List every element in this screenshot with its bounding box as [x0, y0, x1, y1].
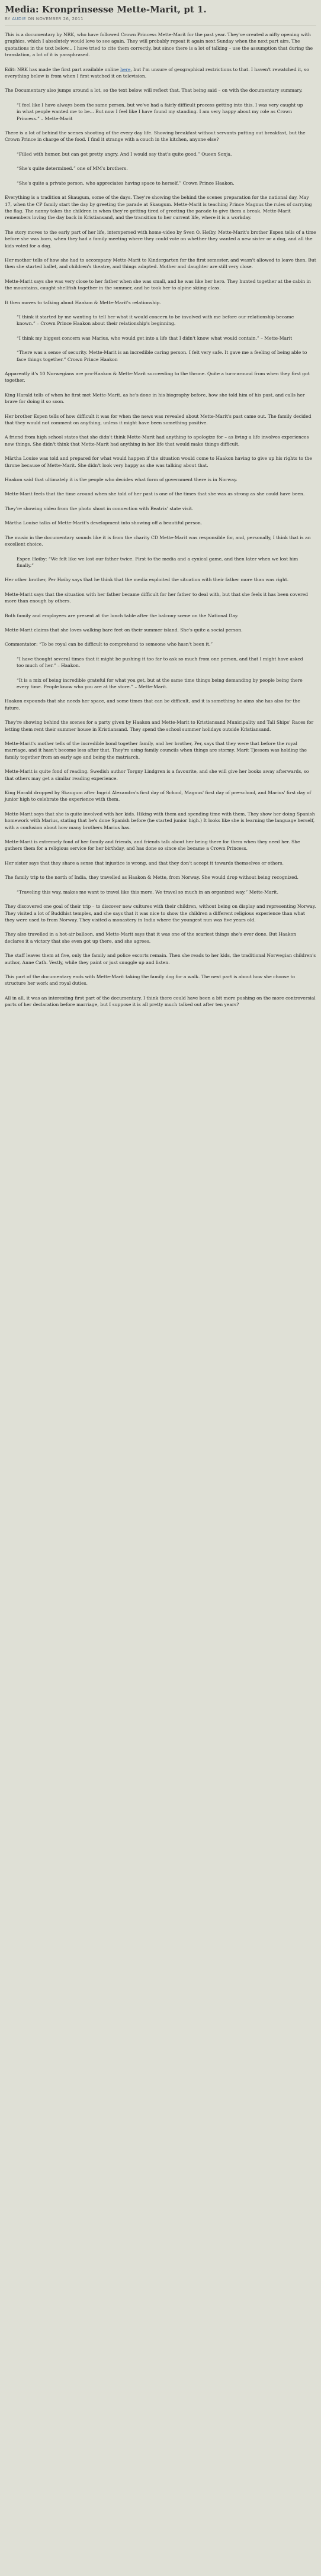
blockquote-paragraph: “I think my biggest concern was Marius, who would get into a life that I didn't know what would contain.” – Mette-Marit: [17, 335, 293, 341]
post-title: Media: Kronprinsesse Mette-Marit, pt 1.: [5, 4, 207, 15]
body-paragraph: Mette-Marit is extremely fond of her family and friends, and friends talk about her being there for them when they need her. She gathers them for a religious service for her birthday, and has done so since she became a Crown Princess.: [5, 839, 300, 852]
paragraph-text: Edit: NRK has made the first part available online: [5, 66, 120, 72]
body-paragraph: The Documentary also jumps around a lot, so the text below will reflect that. That being said – on with the documentary summary.: [5, 88, 303, 94]
body-paragraph: King Harald tells of when he first met Mette-Marit, as he's done in his biography before, how she told him of his past, and calls her brave for doing it so soon.: [5, 392, 305, 405]
body-paragraph: Mette-Marit feels that the time around when she told of her past is one of the times that she was as strong as she could have been.: [5, 491, 305, 497]
body-paragraph: Märtha Louise was told and prepared for what would happen if the situation would come to Haakon having to give up his rights to the throne because of Mette-Marit. She didn't look very happy as she was talking about that.: [5, 456, 312, 468]
body-paragraph: Her other brother, Per Høiby says that he think that the media exploited the situation with their father more than was right.: [5, 577, 289, 583]
body-paragraph: Everything is a tradition at Skaugum, some of the days. They're showing the behind the scenes preparation for the national day, May 17, when the CP family start the day by greeting the parade at Skaugum. Mette-Marit is teaching Prince Magnus the rules of carrying the flag. The nanny takes the children in when they're getting tired of greeting the parade to give them a break. Mette-Marit remembers loving the day back in Kristiansand, and the transition to her current life, where it is a workday.: [5, 195, 312, 221]
body-paragraph: Commentator: “To be royal can be difficult to comprehend to someone who hasn't been it.”: [5, 641, 213, 647]
body-paragraph: The story moves to the early part of her life, interspersed with home-video by Sven O. Høiby. Mette-Marit's brother Espen tells of a time before she was born, when they had a family meeting where they could vote on whether they wanted a new sister or a dog, and all the kids voted for a dog.: [5, 229, 316, 249]
byline-date: ON NOVEMBER 26, 2011: [27, 17, 84, 21]
body-paragraph: Mette-Marit is quite fond of reading. Swedish author Torgny Lindgren is a favourite, and she will give her books away afterwards, so that others may get a similar reading experience.: [5, 769, 309, 781]
blockquote-paragraph: “Traveling this way, makes me want to travel like this more. We travel so much in an organized way.” Mette-Marit.: [17, 889, 278, 895]
blockquote-paragraph: “Filled with humor, but can get pretty angry. And I would say that's quite good.” Queen Sonja.: [17, 151, 232, 157]
body-paragraph: This is a documentary by NRK, who have followed Crown Princess Mette-Marit for the past year. They've created a nifty opening with graphics, which I absolutely would love to see again. They will probably repeat it again next Sunday when the next part airs. The quotations in the text below... I have tried to cite them correctly, but since there is a lot of talking – use the assumption that during the translation, a lot of it is paraphrased.: [5, 32, 313, 58]
post-byline: [5, 17, 316, 21]
body-paragraph: Her mother tells of how she had to accompany Mette-Marit to Kindergarten for the first semester, and wasn't allowed to leave then. But then she started ballet, and children's theatre, and things adapted. Mother and daughter are still very close.: [5, 257, 316, 270]
body-paragraph: Her brother Espen tells of how difficult it was for when the news was revealed about Mette-Marit's past came out. The family decided that they would not comment on anything, unless it might have been something positive.: [5, 413, 312, 426]
body-paragraph: Mette-Marit says that the situation with her father became difficult for her father to deal with, but that she feels it has been covered more than enough by others.: [5, 591, 309, 604]
body-paragraph: The family trip to the north of India, they travelled as Haakon & Mette, from Norway. She would drop without being recognized.: [5, 875, 298, 881]
body-paragraph: Mette-Marit claims that she loves walking bare feet on their summer island. She's quite a social person.: [5, 627, 243, 633]
body-paragraph: Märtha Louise talks of Mette-Marit's development into showing off a beautiful person.: [5, 520, 203, 526]
body-paragraph: Both family and employees are present at the lunch table after the balcony scene on the National Day.: [5, 612, 239, 618]
body-paragraph: They're showing video from the photo shoot in connection with Beatrix' state visit.: [5, 505, 194, 511]
body-paragraph: Haakon expounds that she needs her space, and some times that can be difficult, and it is something he aims she has also for the future.: [5, 698, 300, 711]
body-paragraph: A friend from high school states that she didn't think Mette-Marit had anything to apologize for – as living a life involves experiences new things. She didn't think that Mette-Marit had anything in her life that would make things difficult.: [5, 434, 309, 447]
body-paragraph: Haakon said that ultimately it is the people who decides what form of government there is in Norway.: [5, 477, 237, 483]
body-paragraph: [5, 66, 316, 80]
body-paragraph: They're showing behind the scenes for a party given by Haakon and Mette-Marit to Kristiansand Municipality and Tall Ships' Races for letting them rent their summer house in Kristiansand. They spend the school summer holidays outside Kristiansand.: [5, 720, 314, 732]
body-paragraph: They discovered one goal of their trip – to discover new cultures with their children, without being on display and representing Norway. They visited a lot of Buddhist temples, and she says that it was nice to show the children a different religious experience than what they were used to from Norway. They visited a monastery in India where the youngest nun was five years old.: [5, 904, 316, 923]
blockquote-paragraph: “It is a mix of being incredible grateful for what you get, but at the same time things being demanding by people being there every time. People know who you are at the store.” – Mette-Marit.: [17, 677, 303, 689]
paragraph-text: , but I'm unsure of geographical restrictions to that. I haven't rewatched it, so everything below is from when I first watched it on television.: [5, 66, 309, 79]
body-paragraph: Her sister says that they share a sense that injustice is wrong, and that they don't accept it towards themselves or others.: [5, 860, 284, 866]
blockquote-paragraph: “There was a sense of security. Mette-Marit is an incredible caring person. I felt very safe. It gave me a feeling of being able to face things together.” Crown Prince Haakon: [17, 350, 307, 362]
body-paragraph: Apparently it's 10 Norwegians are pro-Haakon & Mette-Marit succeeding to the throne. Quite a turn-around from when they first got together.: [5, 371, 310, 383]
blockquote-paragraph: “I think it started by me wanting to tell her what it would concern to be involved with me before our relationship became known.” – Crown Prince Haakon about their relationship's beginning.: [17, 314, 294, 327]
author-link[interactable]: AUDIE: [12, 17, 26, 21]
blockquote-paragraph: “She's quite determined.” one of MM's brothers.: [17, 166, 128, 172]
byline-prefix: BY: [5, 17, 11, 21]
body-paragraph: King Harald dropped by Skaugum after Ingrid Alexandra's first day of School, Magnus' first day of pre-school, and Marius' first day of junior high to celebrate the experience with them.: [5, 790, 312, 802]
blockquote-paragraph: “I feel like I have always been the same person, but we've had a fairly difficult process getting into this. I was very caught up in what people wanted me to be... But now I feel like I have found my standing. I am very happy about my role as Crown Princess.” – Mette-Marit: [17, 102, 303, 121]
body-paragraph: Mette-Marit's mother tells of the incredible bond together family, and her brother, Per, says that they were that before the royal marriage, and it hasn't become less after that. They're using family councils when things are stormy. Marit Tjessem was holding the family together from an early age and being the matriarch.: [5, 741, 307, 760]
blockquote-paragraph: “I have thought several times that it might be pushing it too far to ask so much from one person, and that I might have asked too much of her.” – Haakon.: [17, 656, 303, 669]
blockquote-paragraph: Espen Høiby: “We felt like we lost our father twice. First to the media and a cynical game, and then later when we lost him finally.”: [17, 556, 298, 568]
body-paragraph: All in all, it was an interesting first part of the documentary. I think there could have been a bit more pushing on the more controversial parts of her declaration before marriage, but I suppose it is all pretty much talked out after ten years?: [5, 995, 316, 1008]
online-link[interactable]: here: [120, 66, 131, 72]
body-paragraph: This part of the documentary ends with Mette-Marit taking the family dog for a walk. The next part is about how she choose to structure her work and royal duties.: [5, 973, 296, 986]
body-paragraph: The staff leaves them at five, only the family and police escorts remain. Then she reads to her kids, the traditional Norwegian children's author, Anne Cath. Vestly, while they paint or just snuggle up and listen.: [5, 953, 316, 965]
blockquote-paragraph: “She's quite a private person, who appreciates having space to herself.” Crown Prince Haakon.: [17, 180, 235, 186]
body-paragraph: The music in the documentary sounds like it is from the charity CD Mette-Marit was responsible for, and, personally, I think that is an excellent choice.: [5, 534, 311, 547]
body-paragraph: It then moves to talking about Haakon & Mette-Marit's relationship.: [5, 299, 161, 305]
body-paragraph: Mette-Marit says she was very close to her father when she was small, and he was like her hero. They hunted together at the cabin in the mountains, caught shellfish together in the summer, and he took her to alpine skiing class.: [5, 278, 311, 291]
post: [5, 4, 316, 1016]
body-paragraph: Mette-Marit says that she is quite involved with her kids. Hiking with them and spending time with them. They show her doing Spanish homework with Marius, stating that he's done Spanish before (he started junior high.) It looks like she is learning the language herself, with a confusion about how many brothers Marius has.: [5, 811, 315, 830]
post-body: [5, 31, 316, 1008]
body-paragraph: They also travelled in a hot-air balloon, and Mette-Marit says that it was one of the scariest things she's ever done. But Haakon declares it a victory that she even got up there, and she agrees.: [5, 931, 296, 944]
body-paragraph: There is a lot of behind the scenes shooting of the every day life. Showing breakfast without servants putting out breakfast, but the Crown Prince in charge of the food. I find it strange with a couch in the kitchen, anyone else?: [5, 130, 306, 143]
